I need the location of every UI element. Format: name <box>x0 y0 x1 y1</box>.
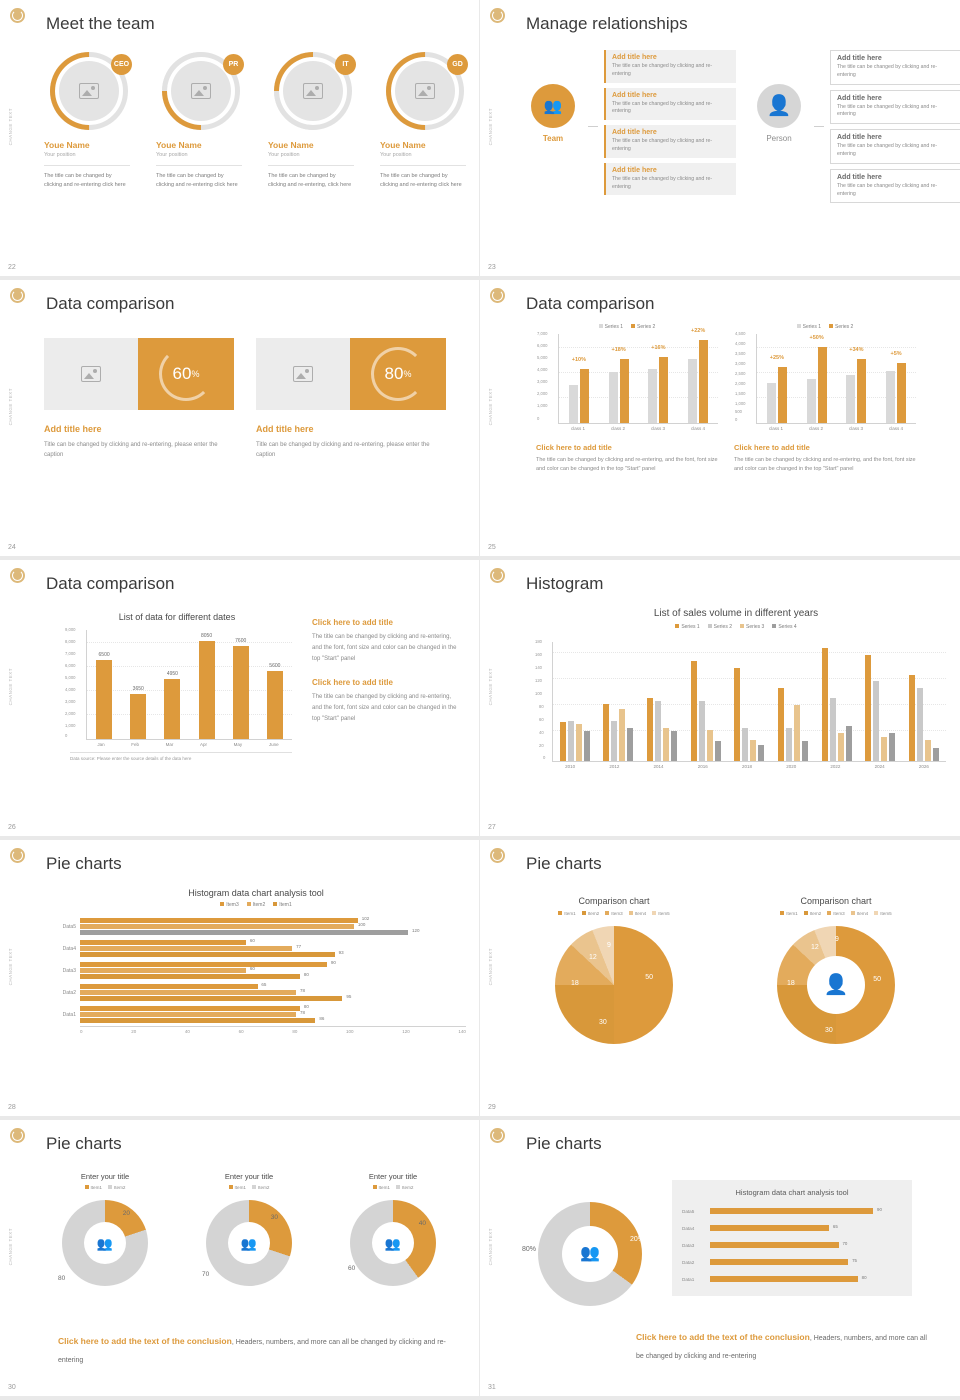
chart-legend <box>40 1185 170 1190</box>
hbar-group: Data3 90 60 80 <box>46 960 466 982</box>
bar-series: +10% +18% +16% +22% <box>559 334 718 423</box>
hbar-row: Data3 70 <box>682 1241 848 1248</box>
bar-chart: 9,000 8,000 7,000 6,000 5,000 4,000 3,000 2,000 1,000 0 6500 3650 4950 8050 7600 5600 <box>86 630 292 740</box>
hbar-category: Data2 <box>62 990 76 996</box>
person-icon: 👤 <box>757 84 801 128</box>
page-title: Meet the team <box>46 14 155 33</box>
brand-logo-icon <box>490 848 505 863</box>
chart-block-a <box>536 324 718 475</box>
pie-block <box>516 896 712 1044</box>
page-number: 23 <box>488 264 496 271</box>
legend-item: Item3 <box>605 911 623 916</box>
legend-item: Item2 <box>247 902 266 908</box>
percent-blocks <box>44 338 446 460</box>
member-description: The title can be changed by clicking and re-entering, click here <box>268 165 354 189</box>
slide-pie-comparison <box>480 840 960 1120</box>
legend-item: Series 2 <box>708 624 732 630</box>
hbar-row: Data2 75 <box>682 1258 857 1265</box>
hbar-category: Data4 <box>62 946 76 952</box>
hbar-category: Data3 <box>62 968 76 974</box>
histogram-panel <box>526 608 946 769</box>
hbar-category: Data1 <box>682 1277 695 1282</box>
legend-item: Item4 <box>851 911 869 916</box>
chart-title: List of sales volume in different years <box>653 608 819 619</box>
donut-left-label: 80% <box>522 1246 537 1253</box>
role-badge: PR <box>223 54 244 75</box>
role-badge: IT <box>335 54 356 75</box>
card-title: Add title here <box>837 134 882 142</box>
member-name: Youe Name <box>156 140 202 150</box>
hbar-panel <box>46 888 466 1034</box>
donut-chart: 30 70 👥 <box>206 1200 292 1286</box>
page-number: 29 <box>488 1104 496 1111</box>
hbar-category: Data3 <box>682 1243 695 1248</box>
card-desc: The title can be changed by clicking and re-entering <box>837 64 938 78</box>
percent-block <box>256 338 446 460</box>
team-member <box>268 52 370 189</box>
text-heading[interactable]: Click here to add title <box>312 678 393 688</box>
legend-item: Item1 <box>558 911 576 916</box>
percent-badge <box>138 338 234 410</box>
slide-data-comparison-dates <box>0 560 480 840</box>
hbar-category: Data2 <box>682 1260 695 1265</box>
page-number: 27 <box>488 824 496 831</box>
avatar-placeholder <box>283 61 343 121</box>
pie-chart: 50 30 18 12 9 <box>555 926 673 1044</box>
member-description: The title can be changed by clicking and re-entering click here <box>380 165 466 189</box>
card-title: Add title here <box>612 129 657 137</box>
chart-title: Enter your title <box>80 1172 130 1181</box>
x-axis-labels: class 1 class 2 class 3 class 4 <box>570 426 705 431</box>
card-desc: The title can be changed by clicking and re-entering <box>612 138 713 152</box>
team-cards <box>604 50 736 203</box>
donut-hole <box>372 1222 414 1264</box>
avatar <box>386 52 464 130</box>
text-panel <box>312 618 462 725</box>
legend-item: Series 1 <box>797 324 821 330</box>
legend-item: Series 2 <box>631 324 655 330</box>
bar-series: +25% +50% +34% +5% <box>757 334 916 423</box>
legend-item: Item1 <box>373 1185 391 1190</box>
legend-item: Item2 <box>804 911 822 916</box>
percent-badge <box>350 338 446 410</box>
card-desc: The title can be changed by clicking and re-entering <box>612 100 713 115</box>
legend-item: Item2 <box>396 1185 414 1190</box>
avatar-placeholder <box>59 61 119 121</box>
page-number: 22 <box>8 264 16 271</box>
chart-caption: The title can be changed by clicking and re-entering, and the font, font size and color can be changed in the top "Start" panel <box>536 457 718 473</box>
avatar-placeholder <box>171 61 231 121</box>
percent-block <box>44 338 234 460</box>
people-icon: 👥 <box>96 1235 114 1251</box>
legend-item: Series 1 <box>675 624 699 630</box>
person-icon: 👤 <box>823 974 849 996</box>
legend-item: Item2 <box>108 1185 126 1190</box>
x-axis-labels: class 1 class 2 class 3 class 4 <box>768 426 903 431</box>
page-title: Manage relationships <box>526 14 688 33</box>
slide-meet-the-team <box>0 0 480 280</box>
info-card[interactable] <box>830 50 960 85</box>
chart-legend <box>328 1185 458 1190</box>
brand-logo-icon <box>10 848 25 863</box>
hbar-row: Data1 80 <box>682 1275 867 1282</box>
x-axis-labels: 0 20 40 60 80 100 120 140 <box>80 1026 466 1034</box>
legend-item: Series 4 <box>772 624 796 630</box>
image-placeholder-icon <box>191 83 211 99</box>
slide-data-comparison-bars <box>480 280 960 560</box>
conclusion-body: , Headers, numbers, and more can all be changed by clicking and re-entering <box>636 1334 927 1361</box>
legend-item: Item5 <box>652 911 670 916</box>
member-position: Your position <box>268 152 300 158</box>
team-label: Team <box>542 134 564 143</box>
donut-hole <box>228 1222 270 1264</box>
hbar-category: Data1 <box>62 1012 76 1018</box>
block-heading: Add title here <box>44 424 102 434</box>
bar-series: 6500 3650 4950 8050 7600 5600 <box>87 630 292 739</box>
donut-chart <box>522 1202 644 1306</box>
team-member <box>44 52 146 189</box>
page-number: 28 <box>8 1104 16 1111</box>
hbar-group: Data2 65 78 95 <box>46 982 466 1004</box>
bar-series <box>553 642 946 761</box>
slide-pie-with-panel <box>480 1120 960 1400</box>
page-number: 26 <box>8 824 16 831</box>
member-name: Youe Name <box>380 140 426 150</box>
text-heading[interactable]: Click here to add title <box>312 618 393 627</box>
x-axis-labels: Jan Feb Mar Apr May June <box>97 742 279 747</box>
card-title: Add title here <box>837 94 882 102</box>
person-cards <box>830 50 960 203</box>
panel-title: Histogram data chart analysis tool <box>735 1188 849 1197</box>
avatar <box>162 52 240 130</box>
chart-title: Comparison chart <box>578 896 650 906</box>
brand-logo-icon <box>10 568 25 583</box>
team-member <box>380 52 480 189</box>
slide-manage-relationships <box>480 0 960 280</box>
chart-title: Enter your title <box>224 1172 274 1181</box>
card-title: Add title here <box>837 173 882 181</box>
side-label: CHANGE TEXT <box>8 948 13 986</box>
image-placeholder-icon <box>303 83 323 99</box>
image-placeholder <box>44 338 138 410</box>
chart-heading: Click here to add title <box>734 443 810 452</box>
card-desc: The title can be changed by clicking and re-entering <box>837 182 938 197</box>
side-label: CHANGE TEXT <box>488 948 493 986</box>
info-card[interactable] <box>830 169 960 204</box>
hbar-rows <box>46 916 466 1026</box>
image-placeholder-icon <box>79 83 99 99</box>
donut-block <box>184 1172 314 1286</box>
person-node <box>750 50 808 203</box>
text-body: The title can be changed by clicking and re-entering, and the font, font size and color can be changed in the top "Start" panel <box>312 694 457 722</box>
page-number: 24 <box>8 544 16 551</box>
conclusion-body: , Headers, numbers, and more can all be changed by clicking and re-entering <box>58 1338 446 1365</box>
brand-logo-icon <box>490 288 505 303</box>
member-description: The title can be changed by clicking and re-entering click here <box>156 165 242 189</box>
chart-heading: Click here to add title <box>536 443 612 452</box>
donut-chart: 20 80 👥 <box>62 1200 148 1286</box>
hbar-category: Data4 <box>682 1226 695 1231</box>
team-icon: 👥 <box>531 84 575 128</box>
card-title: Add title here <box>612 91 657 99</box>
donut-block <box>738 896 934 1044</box>
card-desc: The title can be changed by clicking and re-entering <box>612 63 713 77</box>
team-node <box>524 50 582 203</box>
card-title: Add title here <box>837 55 882 62</box>
donut-hole <box>84 1222 126 1264</box>
image-placeholder <box>256 338 350 410</box>
page-title: Pie charts <box>526 1134 602 1153</box>
bar-chart: 7,000 6,000 5,000 4,000 3,000 2,000 1,000 0 +10% +18% +16% +22% <box>558 334 718 424</box>
page-title: Pie charts <box>526 854 602 873</box>
side-label: CHANGE TEXT <box>8 388 13 426</box>
page-number: 30 <box>8 1384 16 1391</box>
avatar-placeholder <box>395 61 455 121</box>
donut-block <box>40 1172 170 1286</box>
page-number: 31 <box>488 1384 496 1391</box>
member-position: Your position <box>380 152 412 158</box>
chart-legend <box>184 1185 314 1190</box>
legend-item: Item2 <box>252 1185 270 1190</box>
percent-ring <box>371 347 425 401</box>
percent-visual <box>44 338 234 410</box>
card-desc: The title can be changed by clicking and re-entering <box>837 103 938 118</box>
percent-visual <box>256 338 446 410</box>
side-label: CHANGE TEXT <box>8 1228 13 1266</box>
page-title: Data comparison <box>46 574 175 593</box>
text-body: The title can be changed by clicking and re-entering, and the font, font size and color can be changed in the top "Start" panel <box>312 634 457 662</box>
legend-item: Item4 <box>629 911 647 916</box>
legend-item: Series 3 <box>740 624 764 630</box>
connector-line <box>588 126 598 127</box>
slide-pie-three-donuts <box>0 1120 480 1400</box>
bar-chart: 4,500 4,000 3,500 3,000 2,500 2,000 1,500 1,000 500 0 +25% +50% +34% +5% <box>756 334 916 424</box>
brand-logo-icon <box>490 8 505 23</box>
page-title: Histogram <box>526 574 604 593</box>
chart-legend <box>46 902 466 908</box>
hbar-group: Data1 80 78 86 <box>46 1004 466 1026</box>
legend-item: Item3 <box>220 902 239 908</box>
bar-chart: 180 160 140 120 100 80 60 40 20 0 <box>552 642 946 762</box>
hbar-category: Data5 <box>62 924 76 930</box>
relationship-diagram <box>524 50 960 203</box>
donut-chart: 40 60 👥 <box>350 1200 436 1286</box>
hbar-row: Data4 65 <box>682 1224 838 1231</box>
hbar-row: Data5 90 <box>682 1207 882 1214</box>
card-title: Add title here <box>612 166 657 174</box>
legend-item: Series 2 <box>829 324 853 330</box>
chart-legend <box>526 624 946 630</box>
info-card[interactable] <box>830 90 960 125</box>
hbar-group: Data5 102 100 120 <box>46 916 466 938</box>
slide-histogram <box>480 560 960 840</box>
chart-legend <box>516 911 712 916</box>
info-card[interactable] <box>604 163 736 196</box>
info-card[interactable] <box>604 125 736 158</box>
legend-item: Item1 <box>85 1185 103 1190</box>
percent-symbol: % <box>403 369 412 379</box>
percent-ring <box>159 347 213 401</box>
hbar-group: Data4 60 77 93 <box>46 938 466 960</box>
donut-hole <box>807 956 865 1014</box>
chart-title: Histogram data chart analysis tool <box>188 888 324 898</box>
page-title: Data comparison <box>46 294 175 313</box>
card-desc: The title can be changed by clicking and re-entering <box>612 175 713 190</box>
member-position: Your position <box>156 152 188 158</box>
block-caption: Title can be changed by clicking and re-entering, please enter the caption <box>44 442 218 459</box>
team-member <box>156 52 258 189</box>
legend-item: Item1 <box>229 1185 247 1190</box>
member-name: Youe Name <box>268 140 314 150</box>
legend-item: Item5 <box>874 911 892 916</box>
member-name: Youe Name <box>44 140 90 150</box>
bar-chart-panel <box>62 612 292 761</box>
conclusion-heading[interactable]: Click here to add the text of the conclusion <box>636 1331 810 1342</box>
member-description: The title can be changed by clicking and re-entering click here <box>44 165 130 189</box>
legend-item: Item1 <box>273 902 292 908</box>
side-label: CHANGE TEXT <box>488 668 493 706</box>
slide-data-comparison-percent <box>0 280 480 560</box>
donut-block <box>328 1172 458 1286</box>
chart-title: List of data for different dates <box>118 612 236 622</box>
percent-symbol: % <box>191 369 200 379</box>
chart-title: Comparison chart <box>800 896 872 906</box>
avatar <box>50 52 128 130</box>
people-icon: 👥 <box>240 1235 258 1251</box>
card-title: Add title here <box>612 54 657 61</box>
people-icon: 👥 <box>580 1245 600 1262</box>
team-members-row <box>44 52 480 189</box>
legend-item: Item1 <box>780 911 798 916</box>
hbar-category: Data5 <box>682 1209 695 1214</box>
chart-block-b <box>734 324 916 475</box>
role-badge: GD <box>447 54 468 75</box>
image-placeholder-icon <box>415 83 435 99</box>
legend-item: Series 1 <box>599 324 623 330</box>
chart-legend <box>734 324 916 330</box>
image-placeholder-icon <box>81 366 101 382</box>
side-label: CHANGE TEXT <box>488 1228 493 1266</box>
avatar <box>274 52 352 130</box>
image-placeholder-icon <box>293 366 313 382</box>
donut-row <box>40 1172 458 1286</box>
legend-item: Item2 <box>582 911 600 916</box>
side-label: CHANGE TEXT <box>488 388 493 426</box>
donut-chart: 50 30 18 12 9 👤 <box>777 926 895 1044</box>
role-badge: CEO <box>111 54 132 75</box>
info-card[interactable] <box>604 88 736 121</box>
brand-logo-icon <box>10 8 25 23</box>
info-card[interactable] <box>830 129 960 164</box>
member-position: Your position <box>44 152 76 158</box>
brand-logo-icon <box>10 288 25 303</box>
conclusion-text <box>58 1331 448 1368</box>
chart-legend <box>738 911 934 916</box>
people-icon: 👥 <box>384 1235 402 1251</box>
card-desc: The title can be changed by clicking and re-entering <box>837 143 938 157</box>
info-card[interactable] <box>604 50 736 83</box>
brand-logo-icon <box>490 568 505 583</box>
brand-logo-icon <box>490 1128 505 1143</box>
connector-line <box>814 126 824 127</box>
twin-charts <box>536 324 916 475</box>
donut-hole <box>562 1226 618 1282</box>
percent-value: 80 <box>384 364 404 383</box>
page-number: 25 <box>488 544 496 551</box>
person-label: Person <box>766 134 792 143</box>
page-title: Pie charts <box>46 1134 122 1153</box>
chart-title: Enter your title <box>368 1172 418 1181</box>
side-label: CHANGE TEXT <box>8 108 13 146</box>
block-caption: Title can be changed by clicking and re-entering, please enter the caption <box>256 442 430 459</box>
page-title: Data comparison <box>526 294 655 313</box>
page-title: Pie charts <box>46 854 122 873</box>
brand-logo-icon <box>10 1128 25 1143</box>
conclusion-heading[interactable]: Click here to add the text of the conclusion <box>58 1335 232 1346</box>
source-note: Data source: Please enter the source details of the data here <box>70 752 292 761</box>
block-heading: Add title here <box>256 424 314 434</box>
analysis-panel <box>672 1180 912 1296</box>
legend-item: Item3 <box>827 911 845 916</box>
chart-caption: The title can be changed by clicking and re-entering, and the font, font size and color can be changed in the top "Start" panel <box>734 457 916 473</box>
donut-right-label: 20% <box>629 1236 644 1243</box>
side-label: CHANGE TEXT <box>8 668 13 706</box>
x-axis-labels: 2010 2012 2014 2016 2018 2020 2022 2024 2026 <box>565 764 929 769</box>
percent-value: 60 <box>172 364 192 383</box>
conclusion-text <box>636 1327 936 1364</box>
slide-pie-charts-hbar <box>0 840 480 1120</box>
pie-charts-row <box>516 896 934 1044</box>
side-label: CHANGE TEXT <box>488 108 493 146</box>
